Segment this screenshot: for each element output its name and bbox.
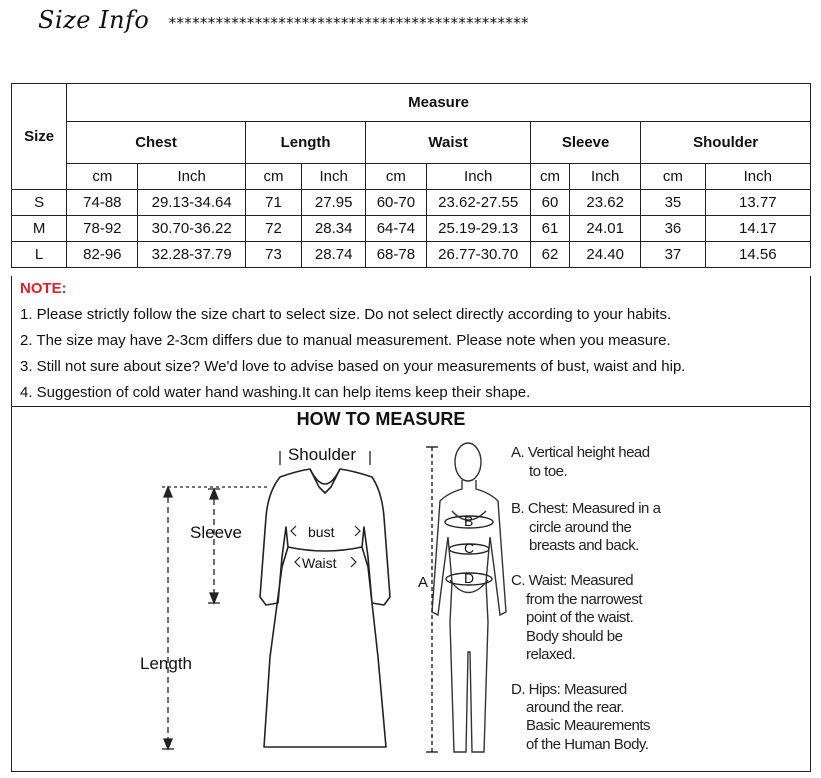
- table-cell: 30.70-36.22: [138, 216, 245, 242]
- desc-b-line: breasts and back.: [529, 537, 639, 554]
- how-to-measure-section: [11, 407, 811, 772]
- table-cell: 24.40: [570, 242, 641, 268]
- table-cell: 27.95: [302, 190, 366, 216]
- unit-header: Inch: [570, 164, 641, 190]
- group-header-waist: Waist: [366, 122, 531, 164]
- body-letter-c: C: [464, 540, 475, 556]
- notes-section: [11, 276, 811, 407]
- table-cell: 73: [245, 242, 301, 268]
- measure-header: Measure: [67, 84, 811, 122]
- size-info-header: [38, 6, 528, 38]
- measure-descriptions: [511, 444, 662, 753]
- table-cell: 14.56: [705, 242, 810, 268]
- table-cell: 62: [530, 242, 569, 268]
- table-cell: 28.74: [302, 242, 366, 268]
- sleeve-label: Sleeve: [190, 523, 242, 542]
- table-cell: 71: [245, 190, 301, 216]
- table-cell: 60: [530, 190, 569, 216]
- body-measure-bands: [426, 447, 493, 752]
- note-line: 3. Still not sure about size? We'd love to advise based on your measurements of bust, waist and hip.: [20, 358, 686, 375]
- length-label: Length: [140, 654, 192, 673]
- table-cell: 78-92: [67, 216, 138, 242]
- measure-illustration: [12, 407, 810, 771]
- body-letter-b: B: [464, 513, 474, 529]
- group-header-shoulder: Shoulder: [641, 122, 811, 164]
- unit-header: cm: [245, 164, 301, 190]
- table-cell: 60-70: [366, 190, 426, 216]
- bust-label: bust: [308, 524, 335, 540]
- size-chart-table: [11, 83, 811, 268]
- note-line: 4. Suggestion of cold water hand washing.It can help items keep their shape.: [20, 384, 531, 401]
- table-cell: L: [12, 242, 67, 268]
- group-header-chest: Chest: [67, 122, 246, 164]
- unit-header: cm: [641, 164, 705, 190]
- table-cell: 72: [245, 216, 301, 242]
- table-cell: 14.17: [705, 216, 810, 242]
- table-cell: 32.28-37.79: [138, 242, 245, 268]
- table-cell: 23.62: [570, 190, 641, 216]
- desc-c-line: C. Waist: Measured: [511, 572, 634, 589]
- desc-d-line: of the Human Body.: [526, 736, 649, 753]
- unit-header: Inch: [138, 164, 245, 190]
- desc-c-line: relaxed.: [526, 646, 576, 663]
- body-letter-d: D: [464, 570, 475, 586]
- note-title: NOTE:: [20, 280, 67, 297]
- desc-c-line: point of the waist.: [526, 609, 634, 626]
- table-cell: 82-96: [67, 242, 138, 268]
- desc-d-line: around the rear.: [526, 699, 624, 716]
- size-info-title: Size Info: [38, 6, 150, 34]
- table-cell: 35: [641, 190, 705, 216]
- table-row: [12, 190, 811, 216]
- shoulder-label: Shoulder: [287, 445, 357, 464]
- body-letter-a: A: [418, 574, 429, 591]
- unit-header: Inch: [302, 164, 366, 190]
- size-header: Size: [12, 84, 67, 190]
- group-header-sleeve: Sleeve: [530, 122, 640, 164]
- table-cell: 28.34: [302, 216, 366, 242]
- group-header-length: Length: [245, 122, 365, 164]
- desc-d-line: D. Hips: Measured: [511, 681, 627, 698]
- unit-header: cm: [530, 164, 569, 190]
- table-cell: 25.19-29.13: [426, 216, 530, 242]
- table-cell: 26.77-30.70: [426, 242, 530, 268]
- table-cell: 61: [530, 216, 569, 242]
- unit-header: Inch: [705, 164, 810, 190]
- desc-d-line: Basic Meaurements: [526, 717, 651, 734]
- dress-icon: [260, 469, 390, 747]
- desc-b-line: circle around the: [529, 519, 632, 536]
- unit-header: Inch: [426, 164, 530, 190]
- sleeve-arrow: [208, 489, 220, 603]
- note-line: 1. Please strictly follow the size chart to select size. Do not select directly according to your habits.: [20, 306, 672, 323]
- table-cell: 36: [641, 216, 705, 242]
- table-cell: 74-88: [67, 190, 138, 216]
- table-cell: 23.62-27.55: [426, 190, 530, 216]
- desc-c-line: from the narrowest: [526, 591, 643, 608]
- decorative-stars: **********************************************: [167, 14, 529, 32]
- table-cell: 64-74: [366, 216, 426, 242]
- body-figure-icon: [432, 443, 506, 752]
- table-cell: 37: [641, 242, 705, 268]
- unit-header: cm: [366, 164, 426, 190]
- how-to-measure-title: HOW TO MEASURE: [296, 409, 466, 429]
- waist-label: Waist: [302, 555, 337, 571]
- table-cell: 68-78: [366, 242, 426, 268]
- desc-c-line: Body should be: [526, 628, 623, 645]
- table-row: [12, 242, 811, 268]
- desc-b-line: B. Chest: Measured in a: [511, 500, 661, 517]
- desc-a-line: to toe.: [529, 463, 568, 480]
- table-cell: 24.01: [570, 216, 641, 242]
- table-cell: M: [12, 216, 67, 242]
- unit-header: cm: [67, 164, 138, 190]
- table-cell: 29.13-34.64: [138, 190, 245, 216]
- desc-a-line: A. Vertical height head: [511, 444, 650, 461]
- table-cell: 13.77: [705, 190, 810, 216]
- table-cell: S: [12, 190, 67, 216]
- note-line: 2. The size may have 2-3cm differs due to manual measurement. Please note when you measure.: [20, 332, 671, 349]
- table-row: [12, 216, 811, 242]
